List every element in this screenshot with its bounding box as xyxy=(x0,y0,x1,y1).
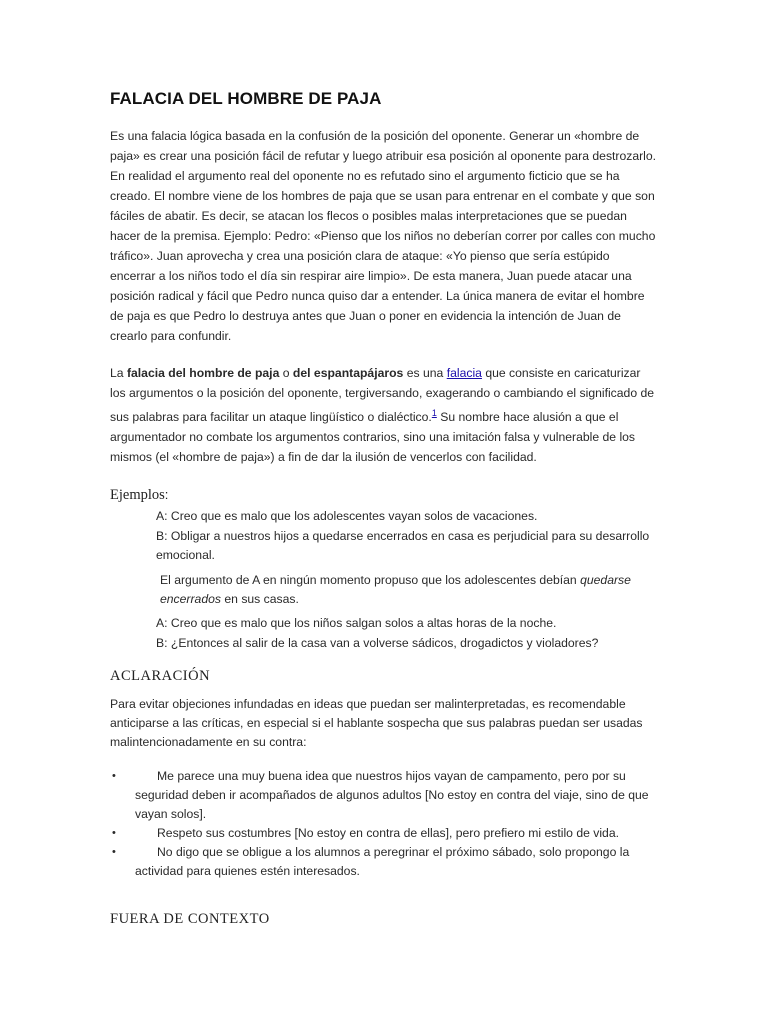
example-note-text: El argumento de A en ningún momento propuso que los adolescentes debían xyxy=(160,573,581,587)
bullet-icon: • xyxy=(112,846,116,858)
examples-heading-label: Ejemplos xyxy=(110,487,165,503)
definition-bold-term: falacia del hombre de paja xyxy=(126,366,280,380)
example-2-a: A: Creo que es malo que los niños salgan solos a altas horas de la noche. xyxy=(156,616,557,630)
example-1-b: B: Obligar a nuestros hijos a quedarse encerrados en casa es perjudicial para su desarrollo emocional. xyxy=(156,529,650,562)
example-2-b: B: ¿Entonces al salir de la casa van a volverse sádicos, drogadictos y violadores? xyxy=(156,636,599,650)
page-title: FALACIA DEL HOMBRE DE PAJA xyxy=(110,89,382,108)
examples-heading xyxy=(110,487,168,504)
example-note-italic: quedarse encerrados xyxy=(160,573,631,606)
definition-text: o xyxy=(279,366,293,380)
definition-paragraph xyxy=(110,363,658,467)
list-item xyxy=(110,843,658,881)
definition-text: La xyxy=(110,366,127,380)
falacia-link[interactable]: falacia xyxy=(446,366,482,380)
intro-paragraph: Es una falacia lógica basada en la confusión de la posición del oponente. Generar un «hombre de paja» es crear una posición fácil de refutar y luego atribuir esa posición al oponente para destrozarlo. En realidad el argumento real del oponente no es refutado sino el argumento ficticio que se ha creado. El nombre viene de los hombres de paja que se usan para entrenar en el combate y que son fáciles de abatir. Es decir, se atacan los flecos o posibles malas interpretaciones que se puedan hacer de la premisa. Ejemplo: Pedro: «Pienso que los niños no deberían correr por calles con mucho tráfico». Juan aprovecha y crea una posición clara de ataque: «Yo pienso que sería estúpido encerrar a los niños todo el día sin respirar aire limpio». De esta manera, Juan puede atacar una posición radical y fácil que Pedro nunca quiso dar a entender. La única manera de evitar el hombre de paja es que Pedro lo destruya antes que Juan o poner en evidencia la intención de Juan de crearlo para confundir. xyxy=(110,129,657,343)
definition-text: Su nombre hace alusión a que el argumentador no combate los argumentos contrarios, sino una imitación falsa y vulnerable de los mismos (el «hombre de paja») a fin de dar la ilusión de vencerlos con facilidad. xyxy=(110,410,636,465)
example-note-text: en sus casas. xyxy=(220,592,299,606)
list-item xyxy=(110,824,658,843)
list-item-text: Respeto sus costumbres [No estoy en contra de ellas], pero prefiero mi estilo de vida. xyxy=(157,826,620,840)
examples-heading-colon: : xyxy=(164,487,169,502)
example-1-a: A: Creo que es malo que los adolescentes vayan solos de vacaciones. xyxy=(156,509,538,523)
definition-text: es una xyxy=(403,366,447,380)
bullet-icon: • xyxy=(112,770,116,782)
list-item-text: No digo que se obligue a los alumnos a peregrinar el próximo sábado, solo propongo la actividad para quienes estén interesados. xyxy=(135,845,630,878)
clarification-paragraph: Para evitar objeciones infundadas en ideas que puedan ser malinterpretadas, es recomendable anticiparse a las críticas, en especial si el hablante sospecha que sus palabras puedan ser usadas malintencionadamente en su contra: xyxy=(110,697,643,749)
out-of-context-heading: FUERA DE CONTEXTO xyxy=(110,911,270,927)
list-item-text: Me parece una muy buena idea que nuestros hijos vayan de campamento, pero por su seguridad deben ir acompañados de algunos adultos [No estoy en contra del viaje, sino de que vayan solos]. xyxy=(135,769,649,821)
example-note xyxy=(160,571,660,609)
clarification-list xyxy=(110,767,658,881)
reference-link[interactable]: 1 xyxy=(431,408,437,418)
definition-text: que consiste en caricaturizar los argumentos o la posición del oponente, tergiversando, exagerando o cambiando el significado de sus palabras para facilitar un ataque lingüístico o dialéctico. xyxy=(110,366,655,425)
bullet-icon: • xyxy=(112,827,116,839)
definition-bold-term: del espantapájaros xyxy=(292,366,404,380)
clarification-heading: ACLARACIÓN xyxy=(110,668,211,684)
list-item xyxy=(110,767,658,824)
